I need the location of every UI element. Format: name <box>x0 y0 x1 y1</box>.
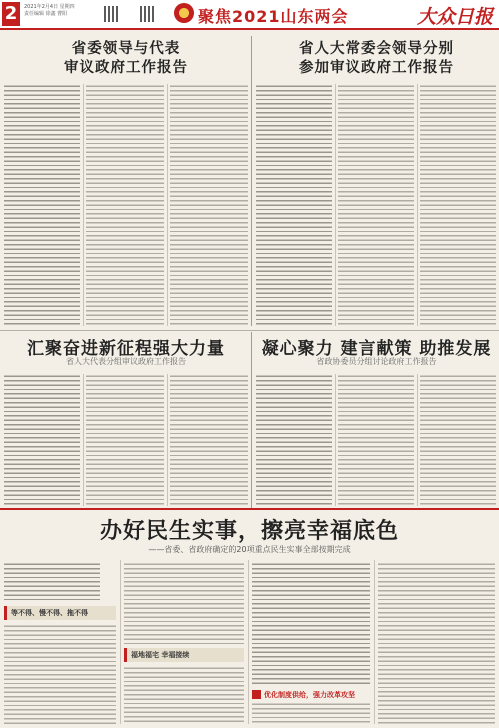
column-divider <box>248 560 249 724</box>
column-divider <box>374 560 375 724</box>
article-text <box>338 374 414 506</box>
article-text <box>4 624 116 724</box>
article-text <box>256 374 332 506</box>
emblem-icon <box>174 3 194 23</box>
issue-meta <box>24 4 104 18</box>
article-text <box>420 374 496 506</box>
column-divider <box>417 374 418 506</box>
article-text <box>338 84 414 326</box>
issue-date: 2021年2月4日 星期四 <box>24 4 75 10</box>
article-text <box>420 84 496 326</box>
article-text <box>256 84 332 326</box>
column-divider <box>167 374 168 506</box>
column-divider <box>417 84 418 326</box>
column-divider <box>167 84 168 326</box>
qr-code-icon <box>104 6 120 22</box>
bullet-square-icon <box>252 690 261 699</box>
headline-line: 参加审议政府工作报告 <box>299 60 454 76</box>
column-divider <box>120 560 121 724</box>
headline-mid-right: 凝心聚力 建言献策 助推发展 <box>261 339 492 359</box>
subheadline-mid-right: 省政协委员分组讨论政府工作报告 <box>316 357 437 366</box>
article-text <box>124 666 244 724</box>
headline-mid-left: 汇聚奋进新征程强大力量 <box>27 339 225 359</box>
editor-credit: 责任编辑 徐鑫 曹阳 <box>24 11 68 17</box>
headline-top-left <box>0 40 252 78</box>
article-text <box>170 374 248 506</box>
feature-headline: 办好民生实事，擦亮幸福底色 <box>99 519 399 544</box>
feature-section-heading <box>124 648 244 662</box>
section-kicker: 优化制度供给，强力改革攻坚 <box>264 691 355 699</box>
headline-line: 审议政府工作报告 <box>64 60 188 76</box>
article-text <box>252 702 370 724</box>
section-divider <box>0 330 499 331</box>
feature-subheadline: ——省委、省政府确定的20项重点民生实事全部按期完成 <box>148 545 351 554</box>
section-kicker: 福地福宅 幸福接续 <box>131 651 190 659</box>
article-text <box>4 562 100 602</box>
subheadline-mid-left: 省人大代表分组审议政府工作报告 <box>66 357 186 366</box>
masthead-logo: 大众日报 <box>416 6 493 28</box>
headline-line: 省委领导与代表 <box>71 41 181 57</box>
feature-section-heading <box>4 606 116 620</box>
column-divider <box>251 332 252 508</box>
headline-top-right <box>254 40 499 78</box>
headline-line: 省人大常委会领导分别 <box>299 41 454 57</box>
page-number: 2 <box>2 2 20 26</box>
article-text <box>378 562 495 724</box>
column-divider <box>83 374 84 506</box>
article-text <box>170 84 248 326</box>
article-text <box>252 562 370 686</box>
page-header <box>0 0 499 30</box>
feature-divider <box>0 508 499 510</box>
article-text <box>4 374 80 506</box>
article-text <box>124 562 244 644</box>
column-divider <box>83 84 84 326</box>
column-divider <box>335 374 336 506</box>
qr-code-icon <box>140 6 156 22</box>
article-text <box>86 84 164 326</box>
article-text <box>4 84 80 326</box>
column-divider <box>335 84 336 326</box>
section-kicker: 等不得、慢不得、拖不得 <box>11 609 88 617</box>
section-title: 聚焦2021山东两会 <box>198 7 349 26</box>
column-divider <box>251 36 252 326</box>
article-text <box>86 374 164 506</box>
